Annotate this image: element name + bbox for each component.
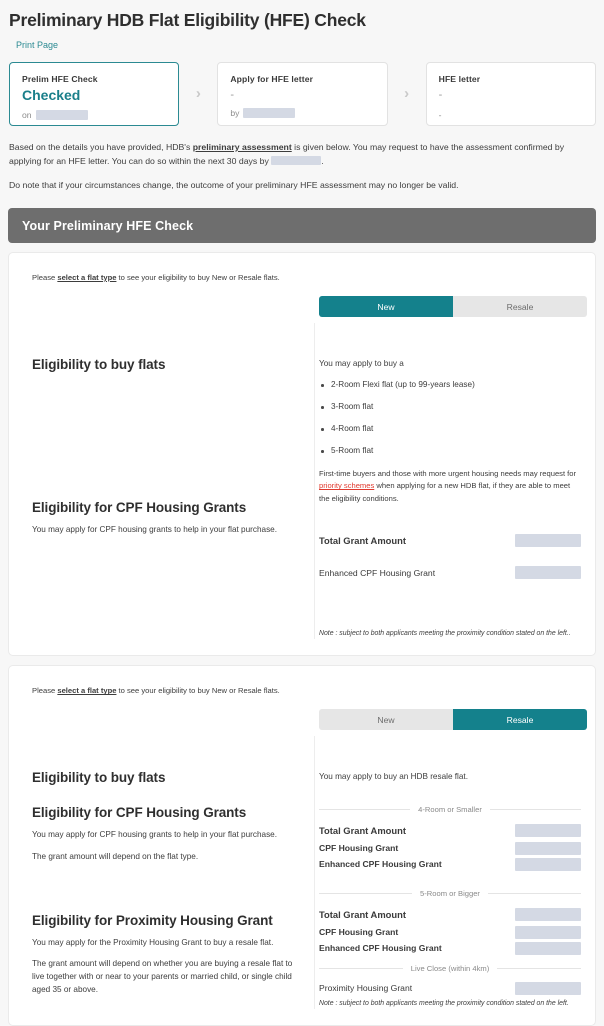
grant-row (319, 534, 581, 547)
grant-row (319, 926, 581, 939)
step-title: HFE letter (438, 73, 481, 84)
step-title: Prelim HFE Check (22, 73, 98, 84)
select-flat-type-link[interactable]: select a flat type (57, 686, 117, 696)
intro-paragraph-1 (9, 140, 596, 168)
buy-flats-lead: You may apply to buy a (319, 359, 404, 369)
grant-row (319, 842, 581, 855)
proximity-description-2: The grant amount will depend on whether you are buying a resale flat to live together with or near to your parents or married child, or single child aged 35 or above. (32, 958, 293, 995)
grant-label: Total Grant Amount (319, 824, 406, 836)
new-panel-right-column (319, 323, 581, 639)
grant-value-redacted (515, 566, 581, 579)
grant-value-redacted (515, 824, 581, 837)
heading-eligibility-cpf-grants: Eligibility for CPF Housing Grants (32, 500, 247, 516)
grant-row (319, 982, 581, 995)
grant-value-redacted (515, 982, 581, 995)
grant-label: Total Grant Amount (319, 535, 406, 547)
grant-label: CPF Housing Grant (319, 843, 399, 854)
new-panel-content (23, 323, 581, 639)
preliminary-assessment-link[interactable]: preliminary assessment (192, 141, 292, 152)
toggle-new-button[interactable]: New (319, 296, 453, 317)
intro-p1-a: Based on the details you have provided, HDB's (9, 141, 193, 152)
select-flat-type-link[interactable]: select a flat type (57, 273, 117, 283)
grant-value-redacted (515, 926, 581, 939)
grant-value-redacted (515, 942, 581, 955)
chevron-right-icon-2: › (404, 85, 410, 103)
grant-label: CPF Housing Grant (319, 927, 399, 938)
hint-b: to see your eligibility to buy New or Resale flats. (116, 686, 280, 696)
proximity-description-1: You may apply for the Proximity Housing Grant to buy a resale flat. (32, 937, 274, 947)
intro-paragraph-2: Do note that if your circumstances change, the outcome of your preliminary HFE assessment may no longer be valid. (9, 179, 459, 190)
fine-a: First-time buyers and those with more urgent housing needs may request for (319, 469, 577, 479)
cpf-grants-description: You may apply for CPF housing grants to help in your flat purchase. (32, 525, 278, 535)
intro-text (8, 140, 596, 192)
grant-label: Enhanced CPF Housing Grant (319, 859, 442, 870)
list-item: 5-Room flat (319, 446, 581, 455)
grant-row (319, 566, 581, 579)
step-sub-prefix: on (22, 110, 32, 121)
step-card-hfe-letter[interactable] (426, 62, 596, 126)
step-sub-prefix: by (230, 107, 240, 118)
list-item: 3-Room flat (319, 402, 581, 411)
flat-type-toggle-new-panel[interactable] (319, 296, 587, 317)
grant-row (319, 858, 581, 871)
grant-row (319, 908, 581, 921)
step-status: - (438, 88, 443, 101)
grant-label: Total Grant Amount (319, 908, 406, 920)
cpf-grants-description-2: The grant amount will depend on the flat type. (32, 851, 199, 861)
proximity-condition-note: Note : subject to both applicants meeting the proximity condition stated on the left. (319, 999, 569, 1007)
hfe-progress-stepper (8, 62, 596, 126)
group-divider-label: Live Close (within 4km) (410, 963, 490, 973)
grant-label: Proximity Housing Grant (319, 983, 413, 994)
list-item: 2-Room Flexi flat (up to 99-years lease) (319, 380, 581, 389)
redacted-date (243, 108, 295, 118)
heading-eligibility-cpf-grants: Eligibility for CPF Housing Grants (32, 805, 247, 821)
hint-a: Please (32, 686, 58, 696)
step-subtext (22, 110, 166, 120)
step-sub-prefix: - (438, 109, 442, 120)
resale-panel-left-column (23, 736, 305, 1008)
fine-b: when applying for a new HDB flat, if they are able to meet the eligibility conditions. (319, 481, 571, 503)
chevron-right-icon-1: › (195, 85, 201, 103)
grant-value-redacted (515, 858, 581, 871)
priority-schemes-link[interactable]: priority schemes (319, 481, 375, 491)
grant-value-redacted (515, 534, 581, 547)
list-item: 4-Room flat (319, 424, 581, 433)
new-panel-left-column (23, 323, 305, 639)
heading-eligibility-proximity-grant: Eligibility for Proximity Housing Grant (32, 912, 273, 928)
intro-p1-c: . (321, 155, 324, 166)
panel-resale-flats (8, 665, 596, 1025)
step-subtext (230, 108, 374, 118)
eligible-flat-types-list (319, 380, 581, 455)
hint-a: Please (32, 273, 58, 283)
grant-row (319, 824, 581, 837)
heading-eligibility-to-buy-flats: Eligibility to buy flats (32, 770, 166, 786)
column-divider (314, 736, 315, 1008)
group-divider-label: 4-Room or Smaller (418, 804, 482, 814)
flat-type-toggle-resale-panel[interactable] (319, 709, 587, 730)
step-subtext (439, 110, 583, 120)
step-status: - (230, 88, 234, 101)
proximity-condition-note: Note : subject to both applicants meeting the proximity condition stated on the left.. (319, 630, 571, 638)
group-divider-5room (319, 889, 581, 898)
resale-panel-content (23, 736, 581, 1008)
grant-label: Enhanced CPF Housing Grant (319, 567, 436, 578)
flat-type-hint (23, 273, 581, 282)
group-divider-live-close (319, 964, 581, 973)
column-divider (314, 323, 315, 639)
resale-panel-right-column (319, 736, 581, 1008)
grant-row (319, 942, 581, 955)
step-card-prelim-hfe-check[interactable] (9, 62, 179, 126)
buy-flats-lead: You may apply to buy an HDB resale flat. (319, 772, 468, 782)
toggle-resale-button[interactable]: Resale (453, 296, 587, 317)
page-title: Preliminary HDB Flat Eligibility (HFE) Check (9, 10, 366, 30)
print-page-link[interactable]: Print Page (16, 39, 59, 50)
redacted-date (36, 110, 88, 120)
step-card-apply-hfe-letter[interactable] (217, 62, 387, 126)
group-divider-label: 5-Room or Bigger (420, 888, 480, 898)
grant-value-redacted (515, 908, 581, 921)
grant-value-redacted (515, 842, 581, 855)
group-divider-4room (319, 805, 581, 814)
toggle-new-button[interactable]: New (319, 709, 453, 730)
cpf-grants-description-1: You may apply for CPF housing grants to help in your flat purchase. (32, 830, 278, 840)
grant-label: Enhanced CPF Housing Grant (319, 943, 442, 954)
heading-eligibility-to-buy-flats: Eligibility to buy flats (32, 357, 166, 373)
step-status: Checked (22, 86, 81, 103)
step-title: Apply for HFE letter (230, 73, 314, 84)
panel-new-flats (8, 252, 596, 656)
toggle-resale-button[interactable]: Resale (453, 709, 587, 730)
intro-p1-b: is given below. You may request to have the assessment confirmed by applying for an HFE letter. You can do so within the next 30 days by (9, 141, 565, 166)
priority-schemes-note (319, 468, 581, 505)
redacted-deadline-date (271, 155, 324, 166)
section-header-bar: Your Preliminary HFE Check (8, 208, 596, 243)
hint-b: to see your eligibility to buy New or Resale flats. (116, 273, 280, 283)
flat-type-hint (23, 686, 581, 695)
